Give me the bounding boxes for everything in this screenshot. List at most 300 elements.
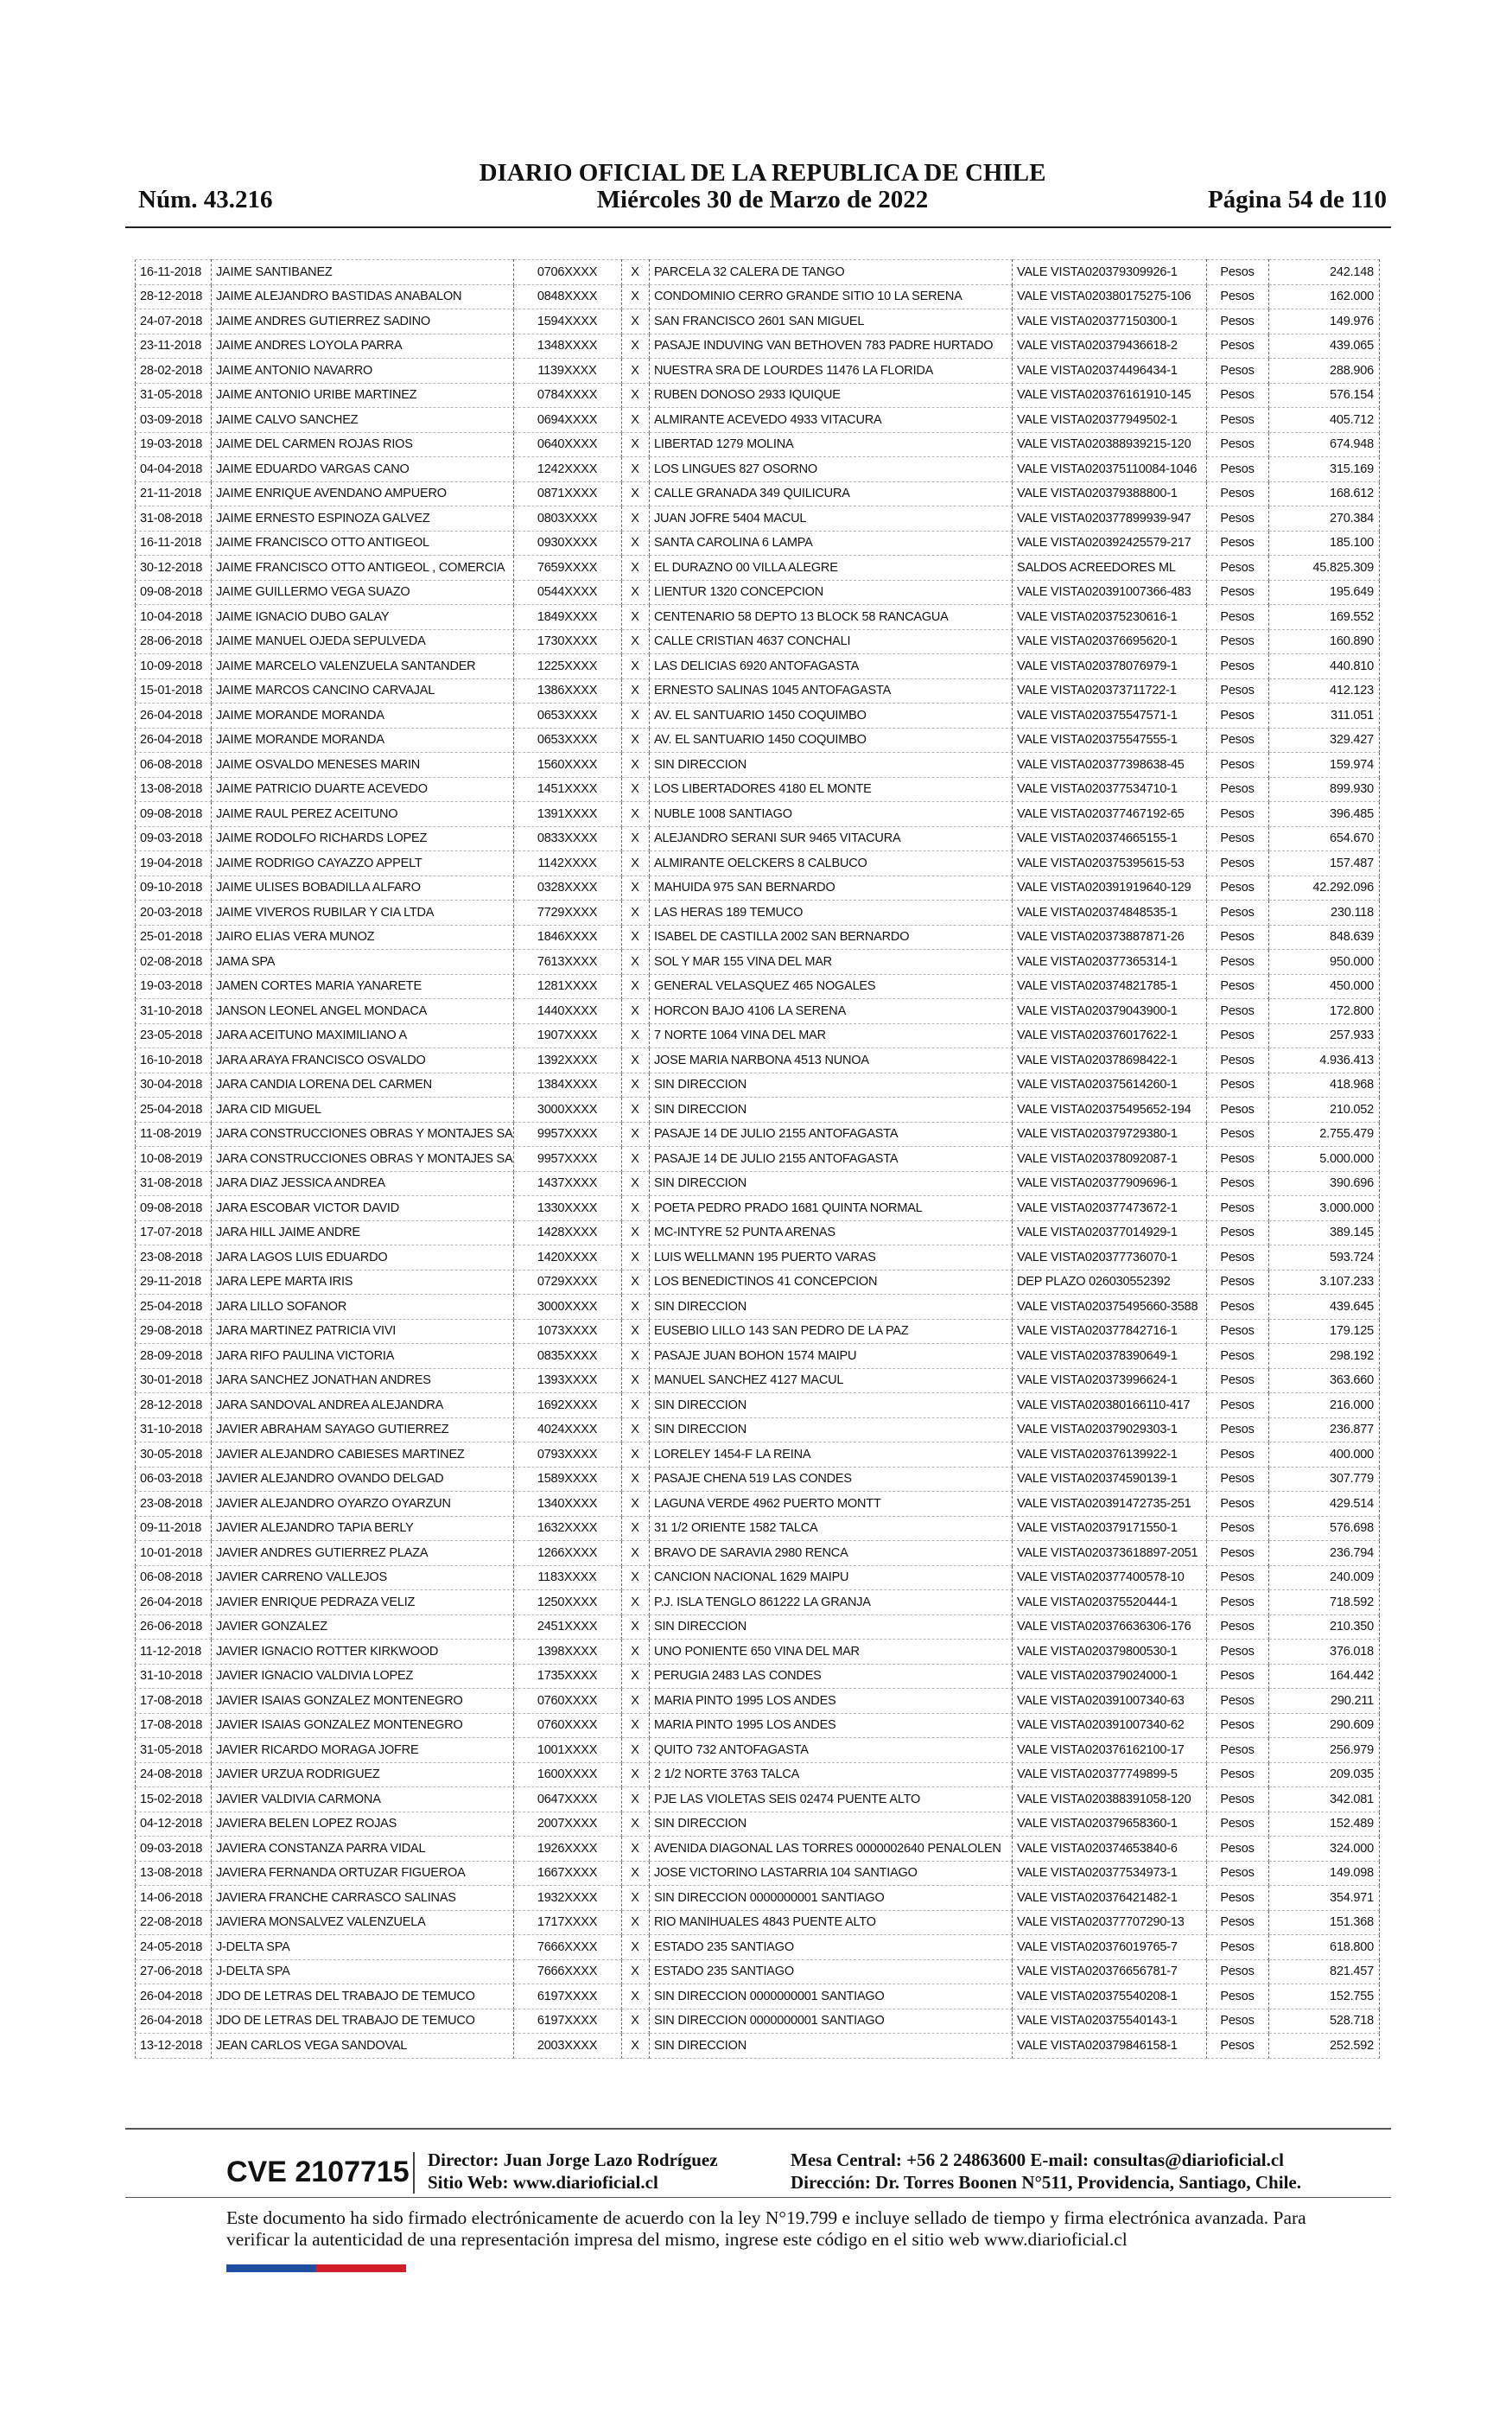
cell-amount: 230.118 xyxy=(1269,901,1380,926)
cell-currency: Pesos xyxy=(1207,432,1269,457)
contact-mesa: Mesa Central: +56 2 24863600 E-mail: consultas@diarioficial.cl xyxy=(791,2149,1285,2170)
cell-x: X xyxy=(622,704,650,729)
cell-address: 7 NORTE 1064 VINA DEL MAR xyxy=(650,1023,1013,1048)
cell-instrument: VALE VISTA020374665155-1 xyxy=(1013,826,1207,851)
cell-name: JAVIER GONZALEZ xyxy=(212,1614,514,1640)
cell-currency: Pesos xyxy=(1207,629,1269,654)
cell-amount: 5.000.000 xyxy=(1269,1147,1380,1172)
cell-instrument: VALE VISTA020379846158-1 xyxy=(1013,2034,1207,2059)
cell-date: 09-08-2018 xyxy=(136,580,212,605)
cell-x: X xyxy=(622,1664,650,1689)
cell-rut: 1001XXXX xyxy=(514,1738,622,1763)
cell-amount: 210.350 xyxy=(1269,1614,1380,1640)
table-row xyxy=(136,1713,1380,1738)
cell-name: JAVIERA FRANCHE CARRASCO SALINAS xyxy=(212,1886,514,1911)
cell-address: LIBERTAD 1279 MOLINA xyxy=(650,432,1013,457)
cell-address: LOS LINGUES 827 OSORNO xyxy=(650,457,1013,482)
cell-rut: 0835XXXX xyxy=(514,1344,622,1369)
cell-amount: 149.976 xyxy=(1269,309,1380,334)
cell-name: JARA CID MIGUEL xyxy=(212,1098,514,1123)
cell-currency: Pesos xyxy=(1207,1713,1269,1738)
table-row xyxy=(136,1220,1380,1245)
cell-instrument: VALE VISTA020378390649-1 xyxy=(1013,1344,1207,1369)
page-number: Página 54 de 110 xyxy=(1207,186,1387,213)
cell-address: SIN DIRECCION xyxy=(650,1073,1013,1098)
table-row xyxy=(136,432,1380,457)
table-row xyxy=(136,1122,1380,1147)
color-bar-blue xyxy=(226,2264,316,2272)
cell-address: MC-INTYRE 52 PUNTA ARENAS xyxy=(650,1220,1013,1245)
cell-amount: 439.065 xyxy=(1269,334,1380,359)
cell-rut: 1907XXXX xyxy=(514,1023,622,1048)
header-rule xyxy=(125,226,1391,228)
cell-amount: 240.009 xyxy=(1269,1565,1380,1590)
cell-rut: 1667XXXX xyxy=(514,1861,622,1886)
cell-currency: Pesos xyxy=(1207,1541,1269,1566)
cell-instrument: VALE VISTA020375495652-194 xyxy=(1013,1098,1207,1123)
table-row xyxy=(136,1837,1380,1862)
table-row xyxy=(136,1098,1380,1123)
cell-name: JAIME GUILLERMO VEGA SUAZO xyxy=(212,580,514,605)
cell-rut: 2007XXXX xyxy=(514,1812,622,1837)
cell-amount: 4.936.413 xyxy=(1269,1048,1380,1073)
cell-name: JAIME RODOLFO RICHARDS LOPEZ xyxy=(212,826,514,851)
cell-rut: 1183XXXX xyxy=(514,1565,622,1590)
cell-currency: Pesos xyxy=(1207,1886,1269,1911)
cell-amount: 270.384 xyxy=(1269,506,1380,532)
cell-instrument: VALE VISTA020392425579-217 xyxy=(1013,531,1207,556)
table-row xyxy=(136,1147,1380,1172)
cell-rut: 0871XXXX xyxy=(514,481,622,506)
cell-rut: 1330XXXX xyxy=(514,1196,622,1221)
table-row xyxy=(136,1640,1380,1665)
cell-currency: Pesos xyxy=(1207,260,1269,285)
cell-currency: Pesos xyxy=(1207,383,1269,408)
cell-address: PASAJE CHENA 519 LAS CONDES xyxy=(650,1467,1013,1492)
cell-instrument: VALE VISTA020377014929-1 xyxy=(1013,1220,1207,1245)
cell-currency: Pesos xyxy=(1207,1319,1269,1344)
cell-rut: 3000XXXX xyxy=(514,1098,622,1123)
cell-address: AV. EL SANTUARIO 1450 COQUIMBO xyxy=(650,728,1013,753)
cell-address: NUBLE 1008 SANTIAGO xyxy=(650,802,1013,827)
table-row xyxy=(136,1886,1380,1911)
cell-date: 23-08-2018 xyxy=(136,1245,212,1270)
cell-amount: 168.612 xyxy=(1269,481,1380,506)
cell-rut: 1225XXXX xyxy=(514,654,622,679)
cell-x: X xyxy=(622,260,650,285)
cell-address: SIN DIRECCION xyxy=(650,1614,1013,1640)
cell-rut: 1437XXXX xyxy=(514,1171,622,1196)
cell-address: UNO PONIENTE 650 VINA DEL MAR xyxy=(650,1640,1013,1665)
cell-rut: 1073XXXX xyxy=(514,1319,622,1344)
cell-currency: Pesos xyxy=(1207,1516,1269,1541)
cell-name: JARA SANDOVAL ANDREA ALEJANDRA xyxy=(212,1393,514,1418)
cell-date: 11-12-2018 xyxy=(136,1640,212,1665)
cell-rut: 0760XXXX xyxy=(514,1713,622,1738)
cell-name: JAIME ULISES BOBADILLA ALFARO xyxy=(212,876,514,901)
cell-date: 13-08-2018 xyxy=(136,777,212,802)
cell-currency: Pesos xyxy=(1207,1787,1269,1812)
cell-currency: Pesos xyxy=(1207,1344,1269,1369)
table-row xyxy=(136,1492,1380,1517)
cell-x: X xyxy=(622,678,650,704)
cell-rut: 1420XXXX xyxy=(514,1245,622,1270)
cell-x: X xyxy=(622,1516,650,1541)
table-row xyxy=(136,999,1380,1024)
cell-date: 10-04-2018 xyxy=(136,605,212,630)
cell-amount: 185.100 xyxy=(1269,531,1380,556)
cell-date: 31-10-2018 xyxy=(136,1417,212,1442)
cell-rut: 7659XXXX xyxy=(514,556,622,581)
cell-instrument: VALE VISTA020378698422-1 xyxy=(1013,1048,1207,1073)
cell-address: LAGUNA VERDE 4962 PUERTO MONTT xyxy=(650,1492,1013,1517)
cell-date: 23-05-2018 xyxy=(136,1023,212,1048)
cell-rut: 6197XXXX xyxy=(514,1984,622,2009)
cell-x: X xyxy=(622,1640,650,1665)
cell-address: JOSE MARIA NARBONA 4513 NUNOA xyxy=(650,1048,1013,1073)
cell-currency: Pesos xyxy=(1207,1196,1269,1221)
cell-date: 26-04-2018 xyxy=(136,1984,212,2009)
cell-currency: Pesos xyxy=(1207,728,1269,753)
cell-rut: 1560XXXX xyxy=(514,753,622,778)
cell-x: X xyxy=(622,629,650,654)
table-row xyxy=(136,457,1380,482)
cell-amount: 528.718 xyxy=(1269,2009,1380,2034)
cell-amount: 324.000 xyxy=(1269,1837,1380,1862)
cell-date: 26-04-2018 xyxy=(136,2009,212,2034)
cell-rut: 1589XXXX xyxy=(514,1467,622,1492)
cell-instrument: VALE VISTA020375547571-1 xyxy=(1013,704,1207,729)
cell-currency: Pesos xyxy=(1207,1467,1269,1492)
cell-instrument: VALE VISTA020377534973-1 xyxy=(1013,1861,1207,1886)
cell-address: SIN DIRECCION xyxy=(650,1171,1013,1196)
cell-currency: Pesos xyxy=(1207,925,1269,950)
cell-instrument: VALE VISTA020391472735-251 xyxy=(1013,1492,1207,1517)
table-row xyxy=(136,1590,1380,1615)
cell-currency: Pesos xyxy=(1207,556,1269,581)
table-row xyxy=(136,1295,1380,1320)
cell-date: 15-01-2018 xyxy=(136,678,212,704)
cell-currency: Pesos xyxy=(1207,1935,1269,1960)
cell-instrument: VALE VISTA020379729380-1 xyxy=(1013,1122,1207,1147)
cell-address: 31 1/2 ORIENTE 1582 TALCA xyxy=(650,1516,1013,1541)
cell-currency: Pesos xyxy=(1207,1614,1269,1640)
cell-x: X xyxy=(622,1048,650,1073)
cell-instrument: VALE VISTA020374848535-1 xyxy=(1013,901,1207,926)
cell-date: 28-12-2018 xyxy=(136,284,212,309)
cell-name: JARA SANCHEZ JONATHAN ANDRES xyxy=(212,1368,514,1393)
cell-x: X xyxy=(622,580,650,605)
cell-address: PARCELA 32 CALERA DE TANGO xyxy=(650,260,1013,285)
cell-rut: 1451XXXX xyxy=(514,777,622,802)
cell-currency: Pesos xyxy=(1207,359,1269,384)
cell-amount: 290.609 xyxy=(1269,1713,1380,1738)
cell-currency: Pesos xyxy=(1207,481,1269,506)
cell-amount: 252.592 xyxy=(1269,2034,1380,2059)
cell-x: X xyxy=(622,481,650,506)
cell-currency: Pesos xyxy=(1207,580,1269,605)
table-row xyxy=(136,777,1380,802)
cell-address: LORELEY 1454-F LA REINA xyxy=(650,1442,1013,1468)
website-link[interactable]: Sitio Web: www.diarioficial.cl xyxy=(428,2172,658,2193)
cve-code: CVE 2107715 xyxy=(226,2156,410,2188)
cell-rut: 0653XXXX xyxy=(514,704,622,729)
cell-name: JARA ESCOBAR VICTOR DAVID xyxy=(212,1196,514,1221)
cell-amount: 329.427 xyxy=(1269,728,1380,753)
table-row xyxy=(136,728,1380,753)
cell-amount: 718.592 xyxy=(1269,1590,1380,1615)
cell-currency: Pesos xyxy=(1207,1861,1269,1886)
table-row xyxy=(136,1959,1380,1984)
table-row xyxy=(136,531,1380,556)
cell-date: 09-08-2018 xyxy=(136,1196,212,1221)
records-body xyxy=(136,260,1380,2059)
cell-instrument: VALE VISTA020377400578-10 xyxy=(1013,1565,1207,1590)
table-row xyxy=(136,481,1380,506)
cell-rut: 4024XXXX xyxy=(514,1417,622,1442)
cell-name: JARA LEPE MARTA IRIS xyxy=(212,1270,514,1295)
cell-instrument: VALE VISTA020374496434-1 xyxy=(1013,359,1207,384)
table-row xyxy=(136,1738,1380,1763)
table-row xyxy=(136,556,1380,581)
cell-address: PERUGIA 2483 LAS CONDES xyxy=(650,1664,1013,1689)
cell-instrument: DEP PLAZO 026030552392 xyxy=(1013,1270,1207,1295)
cell-currency: Pesos xyxy=(1207,1492,1269,1517)
director-name: Director: Juan Jorge Lazo Rodríguez xyxy=(428,2149,718,2170)
cell-name: JAVIER VALDIVIA CARMONA xyxy=(212,1787,514,1812)
cell-name: JAMEN CORTES MARIA YANARETE xyxy=(212,974,514,999)
cell-name: JEAN CARLOS VEGA SANDOVAL xyxy=(212,2034,514,2059)
cell-instrument: VALE VISTA020376017622-1 xyxy=(1013,1023,1207,1048)
footer-director-block xyxy=(428,2149,718,2194)
cell-name: JAIME MANUEL OJEDA SEPULVEDA xyxy=(212,629,514,654)
cell-amount: 149.098 xyxy=(1269,1861,1380,1886)
cell-date: 26-04-2018 xyxy=(136,704,212,729)
table-row xyxy=(136,901,1380,926)
cell-instrument: VALE VISTA020377949502-1 xyxy=(1013,408,1207,433)
cell-instrument: VALE VISTA020375540143-1 xyxy=(1013,2009,1207,2034)
cell-rut: 1398XXXX xyxy=(514,1640,622,1665)
cell-rut: 1386XXXX xyxy=(514,678,622,704)
cell-address: ALMIRANTE ACEVEDO 4933 VITACURA xyxy=(650,408,1013,433)
cell-name: JAVIER ALEJANDRO CABIESES MARTINEZ xyxy=(212,1442,514,1468)
cell-rut: 0784XXXX xyxy=(514,383,622,408)
cell-currency: Pesos xyxy=(1207,1220,1269,1245)
table-row xyxy=(136,1245,1380,1270)
cell-x: X xyxy=(622,1295,650,1320)
cell-x: X xyxy=(622,506,650,532)
cell-address: AVENIDA DIAGONAL LAS TORRES 0000002640 PENALOLEN xyxy=(650,1837,1013,1862)
cell-name: JAVIER ISAIAS GONZALEZ MONTENEGRO xyxy=(212,1713,514,1738)
cell-instrument: VALE VISTA020388391058-120 xyxy=(1013,1787,1207,1812)
cell-address: RIO MANIHUALES 4843 PUENTE ALTO xyxy=(650,1910,1013,1935)
cell-amount: 315.169 xyxy=(1269,457,1380,482)
cell-date: 31-10-2018 xyxy=(136,1664,212,1689)
cell-rut: 1846XXXX xyxy=(514,925,622,950)
table-row xyxy=(136,1344,1380,1369)
cell-name: JAIME ALEJANDRO BASTIDAS ANABALON xyxy=(212,284,514,309)
cell-date: 22-08-2018 xyxy=(136,1910,212,1935)
cell-currency: Pesos xyxy=(1207,1073,1269,1098)
cell-rut: 9957XXXX xyxy=(514,1147,622,1172)
cell-name: JAIME ERNESTO ESPINOZA GALVEZ xyxy=(212,506,514,532)
cell-name: JAIME IGNACIO DUBO GALAY xyxy=(212,605,514,630)
cell-address: LAS DELICIAS 6920 ANTOFAGASTA xyxy=(650,654,1013,679)
cell-instrument: VALE VISTA020379024000-1 xyxy=(1013,1664,1207,1689)
cell-name: JAMA SPA xyxy=(212,950,514,975)
cell-date: 19-04-2018 xyxy=(136,851,212,876)
cell-rut: 1730XXXX xyxy=(514,629,622,654)
cell-amount: 169.552 xyxy=(1269,605,1380,630)
page-header xyxy=(138,160,1387,220)
cell-name: JAIME ANDRES GUTIERREZ SADINO xyxy=(212,309,514,334)
cell-rut: 1391XXXX xyxy=(514,802,622,827)
cell-amount: 354.971 xyxy=(1269,1886,1380,1911)
cell-date: 11-08-2019 xyxy=(136,1122,212,1147)
cell-currency: Pesos xyxy=(1207,876,1269,901)
cell-instrument: VALE VISTA020376656781-7 xyxy=(1013,1959,1207,1984)
cell-amount: 389.145 xyxy=(1269,1220,1380,1245)
cell-x: X xyxy=(622,802,650,827)
cell-currency: Pesos xyxy=(1207,974,1269,999)
cell-instrument: VALE VISTA020379309926-1 xyxy=(1013,260,1207,285)
cell-name: JAIME EDUARDO VARGAS CANO xyxy=(212,457,514,482)
cell-x: X xyxy=(622,556,650,581)
table-row xyxy=(136,309,1380,334)
cell-instrument: VALE VISTA020378092087-1 xyxy=(1013,1147,1207,1172)
cell-date: 04-12-2018 xyxy=(136,1812,212,1837)
table-row xyxy=(136,974,1380,999)
cell-rut: 7666XXXX xyxy=(514,1959,622,1984)
cell-date: 06-03-2018 xyxy=(136,1467,212,1492)
cell-date: 31-10-2018 xyxy=(136,999,212,1024)
table-row xyxy=(136,284,1380,309)
cell-address: ESTADO 235 SANTIAGO xyxy=(650,1935,1013,1960)
table-row xyxy=(136,1467,1380,1492)
publication-date: Miércoles 30 de Marzo de 2022 xyxy=(596,186,929,213)
cell-instrument: VALE VISTA020379029303-1 xyxy=(1013,1417,1207,1442)
cell-x: X xyxy=(622,1590,650,1615)
cell-x: X xyxy=(622,753,650,778)
cell-address: ERNESTO SALINAS 1045 ANTOFAGASTA xyxy=(650,678,1013,704)
cell-rut: 2003XXXX xyxy=(514,2034,622,2059)
cell-x: X xyxy=(622,1245,650,1270)
cell-address: MARIA PINTO 1995 LOS ANDES xyxy=(650,1689,1013,1714)
cell-date: 16-10-2018 xyxy=(136,1048,212,1073)
cell-instrument: VALE VISTA020391007340-63 xyxy=(1013,1689,1207,1714)
cell-currency: Pesos xyxy=(1207,1738,1269,1763)
cell-rut: 1384XXXX xyxy=(514,1073,622,1098)
cell-amount: 390.696 xyxy=(1269,1171,1380,1196)
cell-date: 13-08-2018 xyxy=(136,1861,212,1886)
cell-currency: Pesos xyxy=(1207,777,1269,802)
cell-x: X xyxy=(622,1910,650,1935)
cell-name: JAVIERA FERNANDA ORTUZAR FIGUEROA xyxy=(212,1861,514,1886)
cell-instrument: VALE VISTA020391007340-62 xyxy=(1013,1713,1207,1738)
cell-x: X xyxy=(622,1959,650,1984)
cell-amount: 242.148 xyxy=(1269,260,1380,285)
cell-rut: 1340XXXX xyxy=(514,1492,622,1517)
cell-name: JAIME MORANDE MORANDA xyxy=(212,728,514,753)
cell-date: 31-08-2018 xyxy=(136,1171,212,1196)
cell-date: 24-08-2018 xyxy=(136,1762,212,1787)
cell-amount: 674.948 xyxy=(1269,432,1380,457)
cell-currency: Pesos xyxy=(1207,704,1269,729)
cell-date: 17-08-2018 xyxy=(136,1689,212,1714)
cell-rut: 7613XXXX xyxy=(514,950,622,975)
table-row xyxy=(136,2009,1380,2034)
table-row xyxy=(136,925,1380,950)
table-row xyxy=(136,1368,1380,1393)
cell-rut: 0647XXXX xyxy=(514,1787,622,1812)
cell-currency: Pesos xyxy=(1207,2009,1269,2034)
cell-name: JAIRO ELIAS VERA MUNOZ xyxy=(212,925,514,950)
cell-x: X xyxy=(622,1614,650,1640)
cell-x: X xyxy=(622,2034,650,2059)
cell-rut: 0760XXXX xyxy=(514,1689,622,1714)
cell-currency: Pesos xyxy=(1207,506,1269,532)
cell-address: PASAJE INDUVING VAN BETHOVEN 783 PADRE HURTADO xyxy=(650,334,1013,359)
table-row xyxy=(136,1270,1380,1295)
cell-x: X xyxy=(622,1319,650,1344)
cell-address: EUSEBIO LILLO 143 SAN PEDRO DE LA PAZ xyxy=(650,1319,1013,1344)
cell-name: JAIME FRANCISCO OTTO ANTIGEOL , COMERCIA xyxy=(212,556,514,581)
cell-address: SIN DIRECCION 0000000001 SANTIAGO xyxy=(650,2009,1013,2034)
cell-amount: 236.877 xyxy=(1269,1417,1380,1442)
cell-date: 25-01-2018 xyxy=(136,925,212,950)
cell-currency: Pesos xyxy=(1207,1565,1269,1590)
cell-amount: 418.968 xyxy=(1269,1073,1380,1098)
masthead xyxy=(138,160,1387,213)
records-table xyxy=(135,259,1380,2059)
table-row xyxy=(136,1910,1380,1935)
cell-instrument: VALE VISTA020377707290-13 xyxy=(1013,1910,1207,1935)
cell-x: X xyxy=(622,1467,650,1492)
cell-rut: 1281XXXX xyxy=(514,974,622,999)
cell-amount: 405.712 xyxy=(1269,408,1380,433)
table-row xyxy=(136,1861,1380,1886)
cell-currency: Pesos xyxy=(1207,999,1269,1024)
cell-address: ALMIRANTE OELCKERS 8 CALBUCO xyxy=(650,851,1013,876)
cell-instrument: VALE VISTA020376695620-1 xyxy=(1013,629,1207,654)
cell-currency: Pesos xyxy=(1207,1417,1269,1442)
cell-instrument: VALE VISTA020373887871-26 xyxy=(1013,925,1207,950)
cell-amount: 593.724 xyxy=(1269,1245,1380,1270)
cell-address: SOL Y MAR 155 VINA DEL MAR xyxy=(650,950,1013,975)
cell-date: 14-06-2018 xyxy=(136,1886,212,1911)
cell-instrument: VALE VISTA020391919640-129 xyxy=(1013,876,1207,901)
cell-rut: 1600XXXX xyxy=(514,1762,622,1787)
cell-rut: 0848XXXX xyxy=(514,284,622,309)
cell-rut: 1393XXXX xyxy=(514,1368,622,1393)
table-row xyxy=(136,383,1380,408)
cell-address: LUIS WELLMANN 195 PUERTO VARAS xyxy=(650,1245,1013,1270)
cell-currency: Pesos xyxy=(1207,1368,1269,1393)
cell-x: X xyxy=(622,309,650,334)
cell-rut: 1735XXXX xyxy=(514,1664,622,1689)
cell-x: X xyxy=(622,284,650,309)
table-row xyxy=(136,1935,1380,1960)
cell-x: X xyxy=(622,383,650,408)
cell-address: SIN DIRECCION 0000000001 SANTIAGO xyxy=(650,1886,1013,1911)
cell-date: 23-08-2018 xyxy=(136,1492,212,1517)
signature-note: Este documento ha sido firmado electrónicamente de acuerdo con la ley N°19.799 e incluye sellado de tiempo y firma electrónica avanzada. Para verificar la autenticidad de una representación impresa del mismo, ingrese este código en el sitio web www.diarioficial.cl xyxy=(226,2207,1306,2250)
cell-amount: 159.974 xyxy=(1269,753,1380,778)
cell-instrument: VALE VISTA020377467192-65 xyxy=(1013,802,1207,827)
cell-currency: Pesos xyxy=(1207,678,1269,704)
table-row xyxy=(136,629,1380,654)
cell-address: CENTENARIO 58 DEPTO 13 BLOCK 58 RANCAGUA xyxy=(650,605,1013,630)
